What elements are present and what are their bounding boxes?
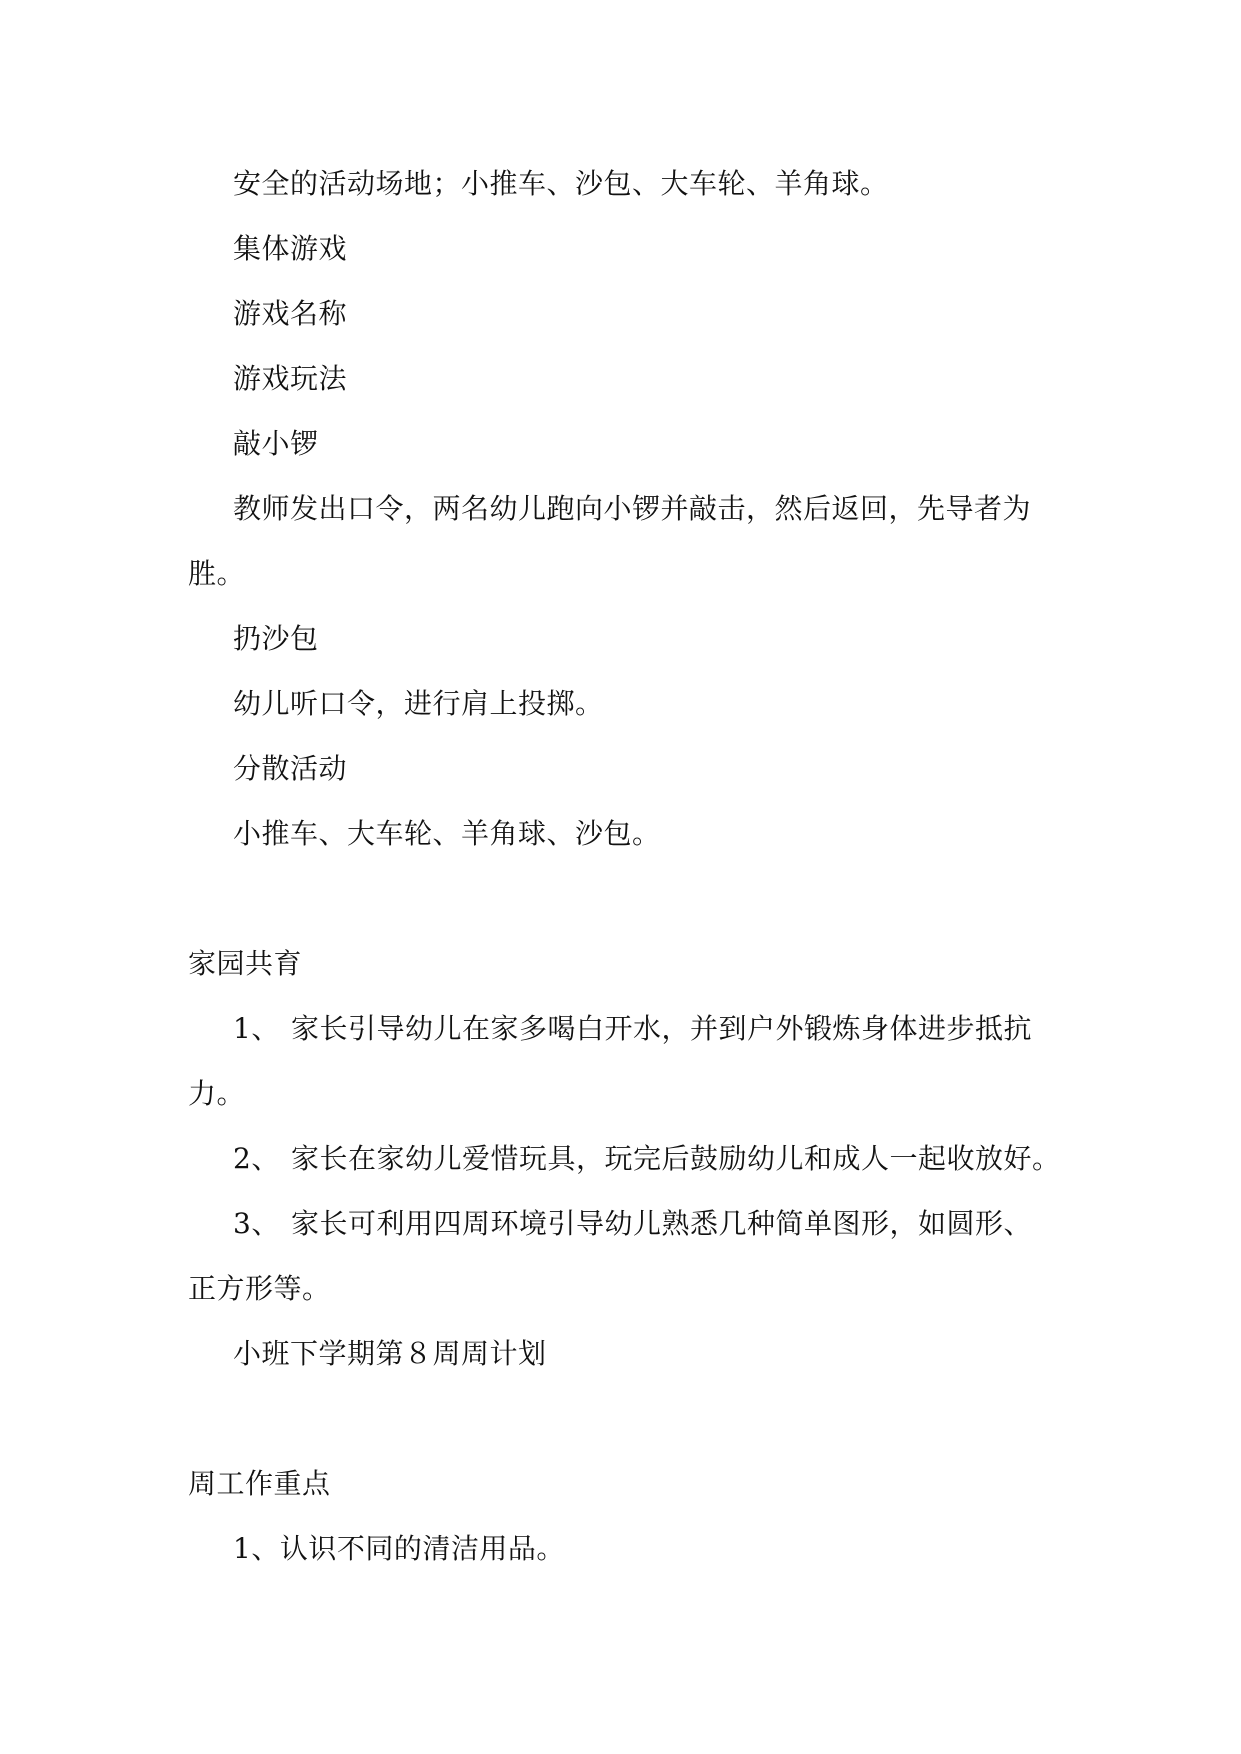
list-item: [233, 1206, 1032, 1242]
list-item: [233, 1141, 1061, 1177]
text-line: 游戏名称: [233, 297, 348, 330]
list-item: [233, 1011, 1032, 1047]
text-line: 游戏玩法: [233, 362, 348, 395]
text-line: 安全的活动场地；小推车、沙包、大车轮、羊角球。: [233, 167, 889, 200]
list-item-text: 家长引导幼儿在家多喝白开水，并到户外锻炼身体进步抵抗: [291, 1012, 1033, 1045]
text-line: 胜。: [188, 557, 246, 590]
text-line: 教师发出口令，两名幼儿跑向小锣并敲击，然后返回，先导者为: [233, 492, 1032, 525]
text-line: 集体游戏: [233, 232, 348, 265]
list-item-text: 家长在家幼儿爱惜玩具，玩完后鼓励幼儿和成人一起收放好。: [291, 1142, 1061, 1175]
list-item-number: 2、: [233, 1142, 280, 1175]
text-line: 敲小锣: [233, 427, 319, 460]
section-heading-home: 家园共育: [188, 947, 303, 980]
list-item-continuation: 力。: [188, 1077, 246, 1110]
text-line: 幼儿听口令，进行肩上投掷。: [233, 687, 604, 720]
list-item-continuation: 正方形等。: [188, 1272, 331, 1305]
list-item: 1、认识不同的清洁用品。: [233, 1532, 565, 1565]
section-heading-focus: 周工作重点: [188, 1467, 331, 1500]
text-line: 小推车、大车轮、羊角球、沙包。: [233, 817, 661, 850]
text-line: 扔沙包: [233, 622, 319, 655]
list-item-number: 1、: [233, 1012, 280, 1045]
text-line: 分散活动: [233, 752, 348, 785]
list-item-text: 家长可利用四周环境引导幼儿熟悉几种简单图形，如圆形、: [291, 1207, 1033, 1240]
list-item-number: 3、: [233, 1207, 280, 1240]
plan-title: 小班下学期第８周周计划: [233, 1337, 547, 1370]
